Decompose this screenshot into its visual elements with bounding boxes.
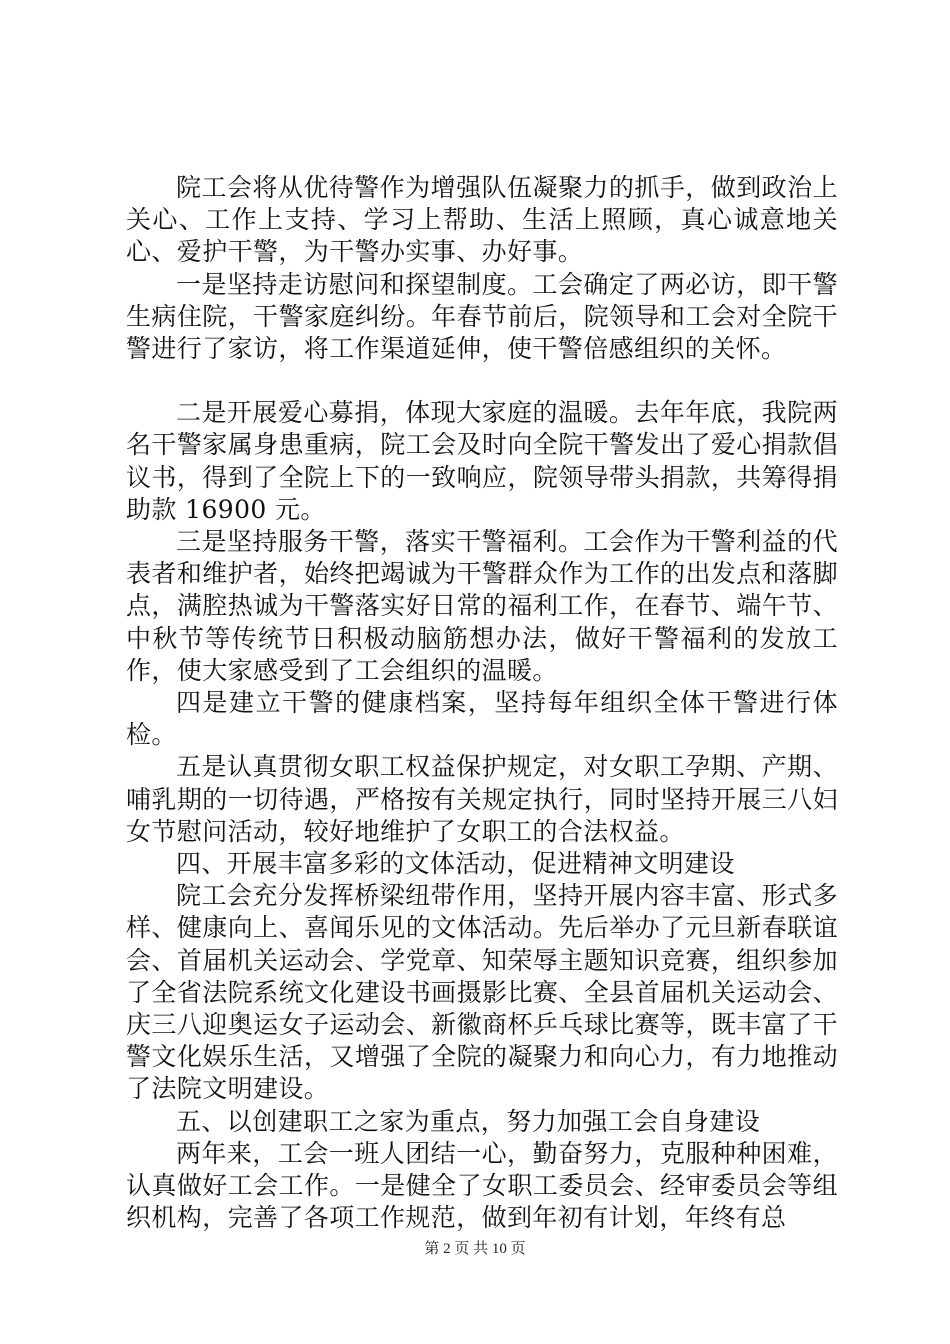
section-heading-culture: 四、开展丰富多彩的文体活动，促进精神文明建设 [176,849,735,879]
paragraph-visits: 一是坚持走访慰问和探望制度。工会确定了两必访，即干警生病住院，干警家庭纠纷。年春节前后，院领导和工会对全院干警进行了家访，将工作渠道延伸，使干警倍感组织的关怀。 [126,269,838,364]
paragraph-women-rights: 五是认真贯彻女职工权益保护规定，对女职工孕期、产期、哺乳期的一切待遇，严格按有关规定执行，同时坚持开展三八妇女节慰问活动，较好地维护了女职工的合法权益。 [126,752,838,846]
paragraph-health: 四是建立干警的健康档案，坚持每年组织全体干警进行体检。 [126,688,838,750]
document-body [126,172,838,1235]
paragraph-self-building: 两年来，工会一班人团结一心，勤奋努力，克服种种困难，认真做好工会工作。一是健全了女职工委员会、经审委员会等组织机构，完善了各项工作规范，做到年初有计划，年终有总 [126,1138,838,1233]
page-number-footer: 第 2 页 共 10 页 [424,1241,526,1257]
paragraph-culture: 院工会充分发挥桥梁纽带作用，坚持开展内容丰富、形式多样、健康向上、喜闻乐见的文体活动。先后举办了元旦新春联谊会、首届机关运动会、学党章、知荣辱主题知识竞赛，组织参加了全省法院系统文化建设书画摄影比赛、全县首届机关运动会、庆三八迎奥运女子运动会、新徽商杯乒乓球比赛等，既丰富了干警文化娱乐生活，又增强了全院的凝聚力和向心力，有力地推动了法院文明建设。 [126,881,838,1104]
section-heading-self-building: 五、以创建职工之家为重点，努力加强工会自身建设 [176,1106,761,1136]
paragraph-intro: 院工会将从优待警作为增强队伍凝聚力的抓手，做到政治上关心、工作上支持、学习上帮助、生活上照顾，真心诚意地关心、爱护干警，为干警办实事、办好事。 [126,173,838,267]
paragraph-donation: 二是开展爱心募捐，体现大家庭的温暖。去年年底，我院两名干警家属身患重病，院工会及时向全院干警发出了爱心捐款倡议书，得到了全院上下的一致响应，院领导带头捐款，共筹得捐助款 16900 元。 [126,398,838,524]
paragraph-welfare: 三是坚持服务干警，落实干警福利。工会作为干警利益的代表者和维护者，始终把竭诚为干警群众作为工作的出发点和落脚点，满腔热诚为干警落实好日常的福利工作，在春节、端午节、中秋节等传统节日积极动脑筋想办法，做好干警福利的发放工作，使大家感受到了工会组织的温暖。 [126,527,838,685]
